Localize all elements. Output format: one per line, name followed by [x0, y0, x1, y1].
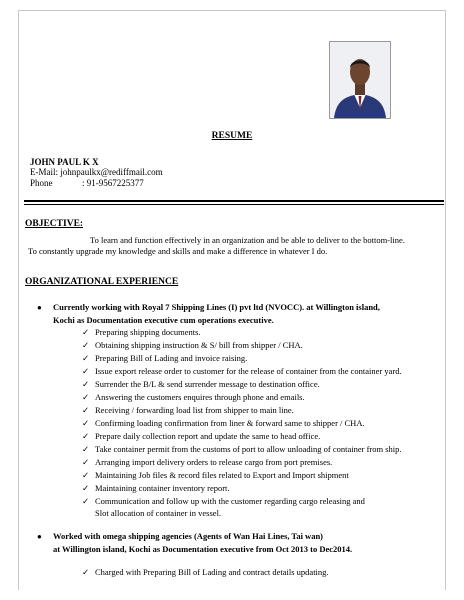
checkmark-icon: ✓ [82, 444, 90, 454]
duty-item: ✓ Confirming loading confirmation from liner & forward same to shipper / CHA. [82, 418, 365, 428]
duty-item: ✓ Prepare daily collection report and update the same to head office. [82, 431, 321, 441]
duty-item: ✓ Maintaining container inventory report. [82, 483, 230, 493]
objective-line-1: To learn and function effectively in an organization and be able to deliver to the bottom-line. [90, 235, 405, 245]
bullet-icon: ● [37, 532, 42, 541]
duty-item: ✓ Preparing Bill of Lading and invoice raising. [82, 353, 248, 363]
duty-item: ✓ Answering the customers enquires through phone and emails. [82, 392, 305, 402]
job-1-line-2: Kochi as Documentation executive cum operations executive. [53, 315, 274, 325]
duty-item: ✓ Arranging import delivery orders to release cargo from port premises. [82, 457, 333, 467]
checkmark-icon: ✓ [82, 496, 90, 506]
checkmark-icon: ✓ [82, 567, 90, 577]
duty-item: ✓ Obtaining shipping instruction & S/ bill from shipper / CHA. [82, 340, 303, 350]
experience-heading: ORGANIZATIONAL EXPERIENCE [25, 277, 179, 287]
checkmark-icon: ✓ [82, 418, 90, 428]
duty-item: ✓ Take container permit from the customs of port to allow unloading of container from ship. [82, 444, 402, 454]
checkmark-icon: ✓ [82, 431, 90, 441]
duty-item: ✓ Maintaining Job files & record files related to Export and Import shipment [82, 470, 349, 480]
email-line: E-Mail: johnpaulkx@rediffmail.com [30, 167, 163, 177]
divider-thick [24, 200, 444, 202]
duty-item: ✓ Preparing shipping documents. [82, 327, 201, 337]
checkmark-icon: ✓ [82, 457, 90, 467]
job-2-line-2: at Willington island, Kochi as Documentation executive from Oct 2013 to Dec2014. [53, 544, 353, 554]
objective-line-2: To constantly upgrade my knowledge and skills and make a difference in whatever I do. [28, 246, 328, 256]
duty-item: ✓ Charged with Preparing Bill of Lading and contract details updating. [82, 567, 329, 577]
phone-line [30, 178, 144, 188]
divider-thin [24, 204, 444, 205]
person-photo-icon [330, 42, 390, 118]
checkmark-icon: ✓ [82, 405, 90, 415]
checkmark-icon: ✓ [82, 340, 90, 350]
checkmark-icon: ✓ [82, 470, 90, 480]
job-1-line-1: Currently working with Royal 7 Shipping Lines (I) pvt ltd (NVOCC). at Willington island, [53, 302, 380, 312]
duty-item: ✓ Issue export release order to customer for the release of container from the container yard. [82, 366, 402, 376]
duty-continuation: Slot allocation of container in vessel. [95, 508, 222, 518]
bullet-icon: ● [37, 303, 42, 312]
duty-item: ✓ Communication and follow up with the customer regarding cargo releasing and [82, 496, 365, 506]
resume-title: RESUME [211, 131, 253, 141]
profile-photo [329, 41, 391, 119]
candidate-name: JOHN PAUL K X [30, 157, 99, 167]
job-2-line-1: Worked with omega shipping agencies (Agents of Wan Hai Lines, Tai wan) [53, 531, 323, 541]
checkmark-icon: ✓ [82, 483, 90, 493]
objective-heading: OBJECTIVE: [25, 219, 84, 229]
checkmark-icon: ✓ [82, 353, 90, 363]
checkmark-icon: ✓ [82, 366, 90, 376]
phone-value: : 91-9567225377 [82, 178, 144, 188]
phone-label: Phone [30, 178, 53, 188]
checkmark-icon: ✓ [82, 392, 90, 402]
duty-item: ✓ Surrender the B/L & send surrender message to destination office. [82, 379, 320, 389]
duty-item: ✓ Receiving / forwarding load list from shipper to main line. [82, 405, 294, 415]
checkmark-icon: ✓ [82, 327, 90, 337]
checkmark-icon: ✓ [82, 379, 90, 389]
